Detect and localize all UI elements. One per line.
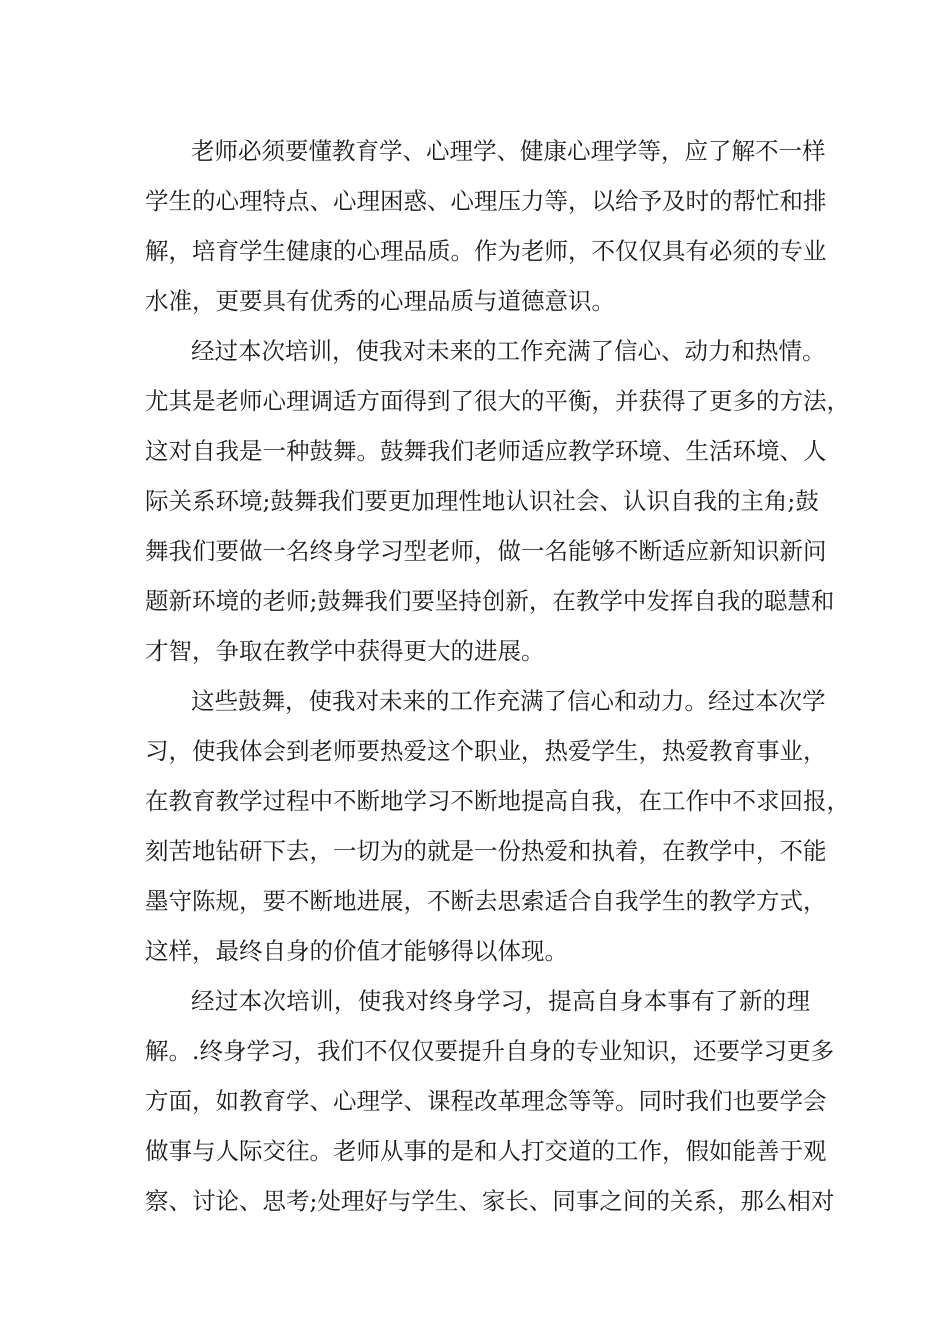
text-line: 老师必须要懂教育学、心理学、健康心理学等，应了解不一样: [191, 137, 826, 165]
text-line: 察、讨论、思考;处理好与学生、家长、同事之间的关系，那么相对: [145, 1187, 835, 1215]
paragraph-3: [145, 676, 850, 976]
document-body: [145, 126, 850, 1226]
text-line: 水准，更要具有优秀的心理品质与道德意识。: [145, 287, 615, 315]
text-line: 学生的心理特点、心理困惑、心理压力等，以给予及时的帮忙和排: [145, 187, 827, 215]
text-line: 解。.终身学习，我们不仅仅要提升自身的专业知识，还要学习更多: [145, 1037, 834, 1065]
paragraph-1: [145, 126, 827, 326]
text-line: 这些鼓舞，使我对未来的工作充满了信心和动力。经过本次学: [191, 687, 826, 715]
text-line: 方面，如教育学、心理学、课程改革理念等等。同时我们也要学会: [145, 1087, 827, 1115]
text-line: 在教育教学过程中不断地学习不断地提高自我，在工作中不求回报，: [145, 787, 850, 815]
text-line: 刻苦地钻研下去，一切为的就是一份热爱和执着，在教学中，不能: [145, 837, 827, 865]
text-line: 题新环境的老师;鼓舞我们要坚持创新，在教学中发挥自我的聪慧和: [145, 587, 835, 615]
text-line: 习，使我体会到老师要热爱这个职业，热爱学生，热爱教育事业，: [145, 737, 827, 765]
text-line: 尤其是老师心理调适方面得到了很大的平衡，并获得了更多的方法，: [145, 387, 850, 415]
text-line: 舞我们要做一名终身学习型老师，做一名能够不断适应新知识新问: [145, 537, 827, 565]
paragraph-2: [145, 326, 850, 676]
text-line: 墨守陈规，要不断地进展，不断去思索适合自我学生的教学方式，: [145, 887, 827, 915]
text-line: 解，培育学生健康的心理品质。作为老师，不仅仅具有必须的专业: [145, 237, 827, 265]
text-line: 经过本次培训，使我对未来的工作充满了信心、动力和热情。: [191, 337, 826, 365]
text-line: 才智，争取在教学中获得更大的进展。: [145, 637, 545, 665]
text-line: 做事与人际交往。老师从事的是和人打交道的工作，假如能善于观: [145, 1137, 827, 1165]
text-line: 际关系环境;鼓舞我们要更加理性地认识社会、认识自我的主角;鼓: [145, 487, 819, 515]
text-line: 经过本次培训，使我对终身学习，提高自身本事有了新的理: [191, 987, 810, 1015]
text-line: 这对自我是一种鼓舞。鼓舞我们老师适应教学环境、生活环境、人: [145, 437, 827, 465]
text-line: 这样，最终自身的价值才能够得以体现。: [145, 937, 568, 965]
paragraph-4: [145, 976, 835, 1226]
